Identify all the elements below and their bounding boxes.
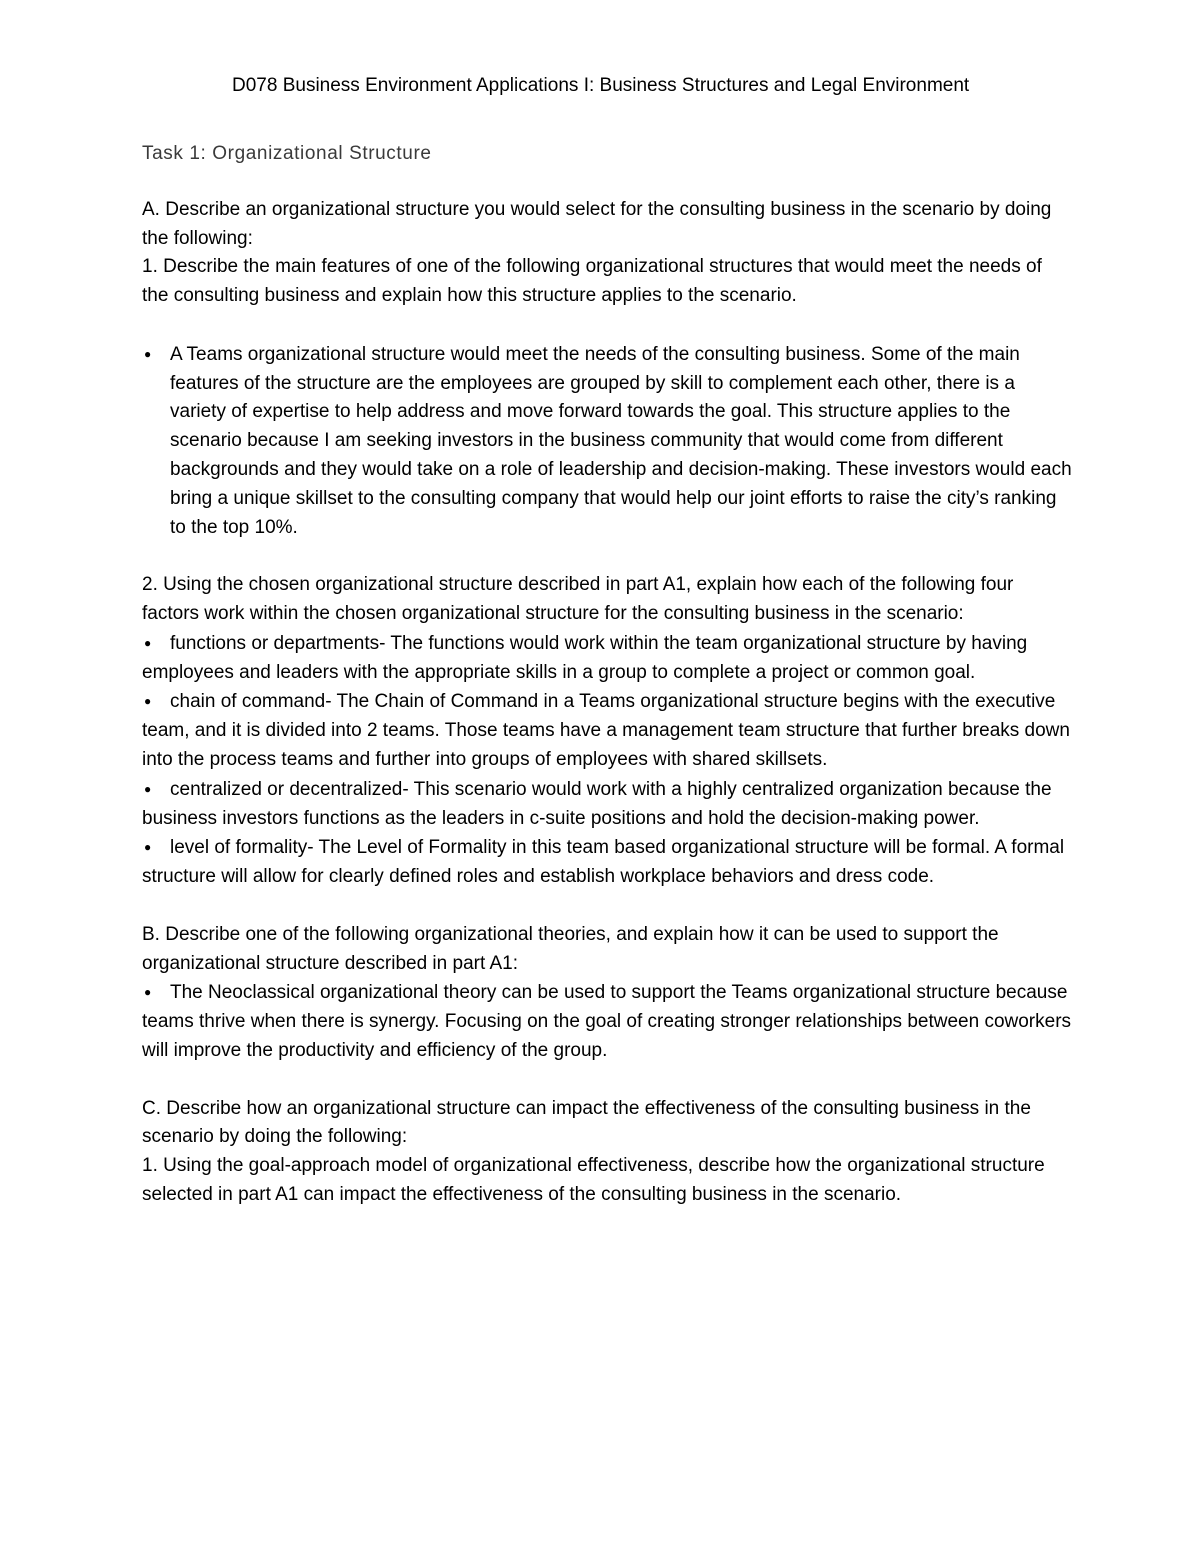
factor-text: centralized or decentralized- This scenario would work with a highly centralized organization because the business investors functions as the leaders in c-suite positions and hold the decision-making power. — [142, 778, 1052, 829]
section-a-question-2: 2. Using the chosen organizational structure described in part A1, explain how each of the following four factors work within the chosen organizational structure for the consulting business in the scenario: — [142, 574, 1014, 624]
section-a-prompt: A. Describe an organizational structure you would select for the consulting business in the scenario by doing the following: — [142, 198, 1052, 249]
factor-item — [142, 775, 1072, 834]
bullet-icon: ● — [144, 840, 152, 855]
section-c-prompt: C. Describe how an organizational structure can impact the effectiveness of the consulting business in the scenario by doing the following: — [142, 1097, 1031, 1148]
section-a-question-1: 1. Describe the main features of one of the following organizational structures that would meet the needs of the consulting business and explain how this structure applies to the scenario. — [142, 256, 1042, 307]
bullet-icon: ● — [144, 985, 152, 1000]
factor-text: chain of command- The Chain of Command in a Teams organizational structure begins with the executive team, and it is divided into 2 teams. Those teams have a management team structure that further breaks down into the process teams and further into groups of employees with shared skillsets. — [142, 691, 1070, 770]
section-b-prompt: B. Describe one of the following organizational theories, and explain how it can be used to support the organizational structure described in part A1: — [142, 923, 999, 974]
bullet-icon: ● — [144, 781, 152, 796]
paragraph-gap — [142, 892, 1072, 921]
paragraph-gap — [142, 542, 1072, 571]
section-b-answer — [142, 978, 1072, 1065]
task-title: Task 1: Organizational Structure — [142, 143, 432, 164]
section-a-answer-1 — [142, 340, 1072, 543]
factor-item — [142, 629, 1072, 688]
document-body — [142, 140, 1072, 1210]
bullet-icon: ● — [144, 346, 152, 361]
factor-item — [142, 833, 1072, 892]
bullet-icon: ● — [144, 694, 152, 709]
factor-text: functions or departments- The functions would work within the team organizational structure by having employees and leaders with the appropriate skills in a group to complete a project or common goal. — [142, 632, 1028, 683]
answer-text: A Teams organizational structure would meet the needs of the consulting business. Some of the main features of the structure are the employees are grouped by skill to complement each other, there is a variety of expertise to help address and move forward towards the goal. This structure applies to the scenario because I am seeking investors in the business community that would come from different backgrounds and they would take on a role of leadership and decision-making. These investors would each bring a unique skillset to the consulting company that would help our joint efforts to raise the city’s ranking to the top 10%. — [170, 343, 1072, 538]
document-header: D078 Business Environment Applications I: Business Structures and Legal Environment — [232, 75, 970, 96]
paragraph-gap — [142, 311, 1072, 340]
answer-text: The Neoclassical organizational theory can be used to support the Teams organizational structure because teams thrive when there is synergy. Focusing on the goal of creating stronger relationships between coworkers will improve the productivity and efficiency of the group. — [142, 982, 1072, 1061]
section-c-question-1: 1. Using the goal-approach model of organizational effectiveness, describe how the organizational structure selected in part A1 can impact the effectiveness of the consulting business in the scenario. — [142, 1155, 1045, 1205]
paragraph-gap — [142, 1066, 1072, 1095]
factor-text: level of formality- The Level of Formality in this team based organizational structure will be formal. A formal structure will allow for clearly defined roles and establish workplace behaviors and dress code. — [142, 837, 1065, 888]
factor-item — [142, 687, 1072, 774]
bullet-icon: ● — [144, 635, 152, 650]
